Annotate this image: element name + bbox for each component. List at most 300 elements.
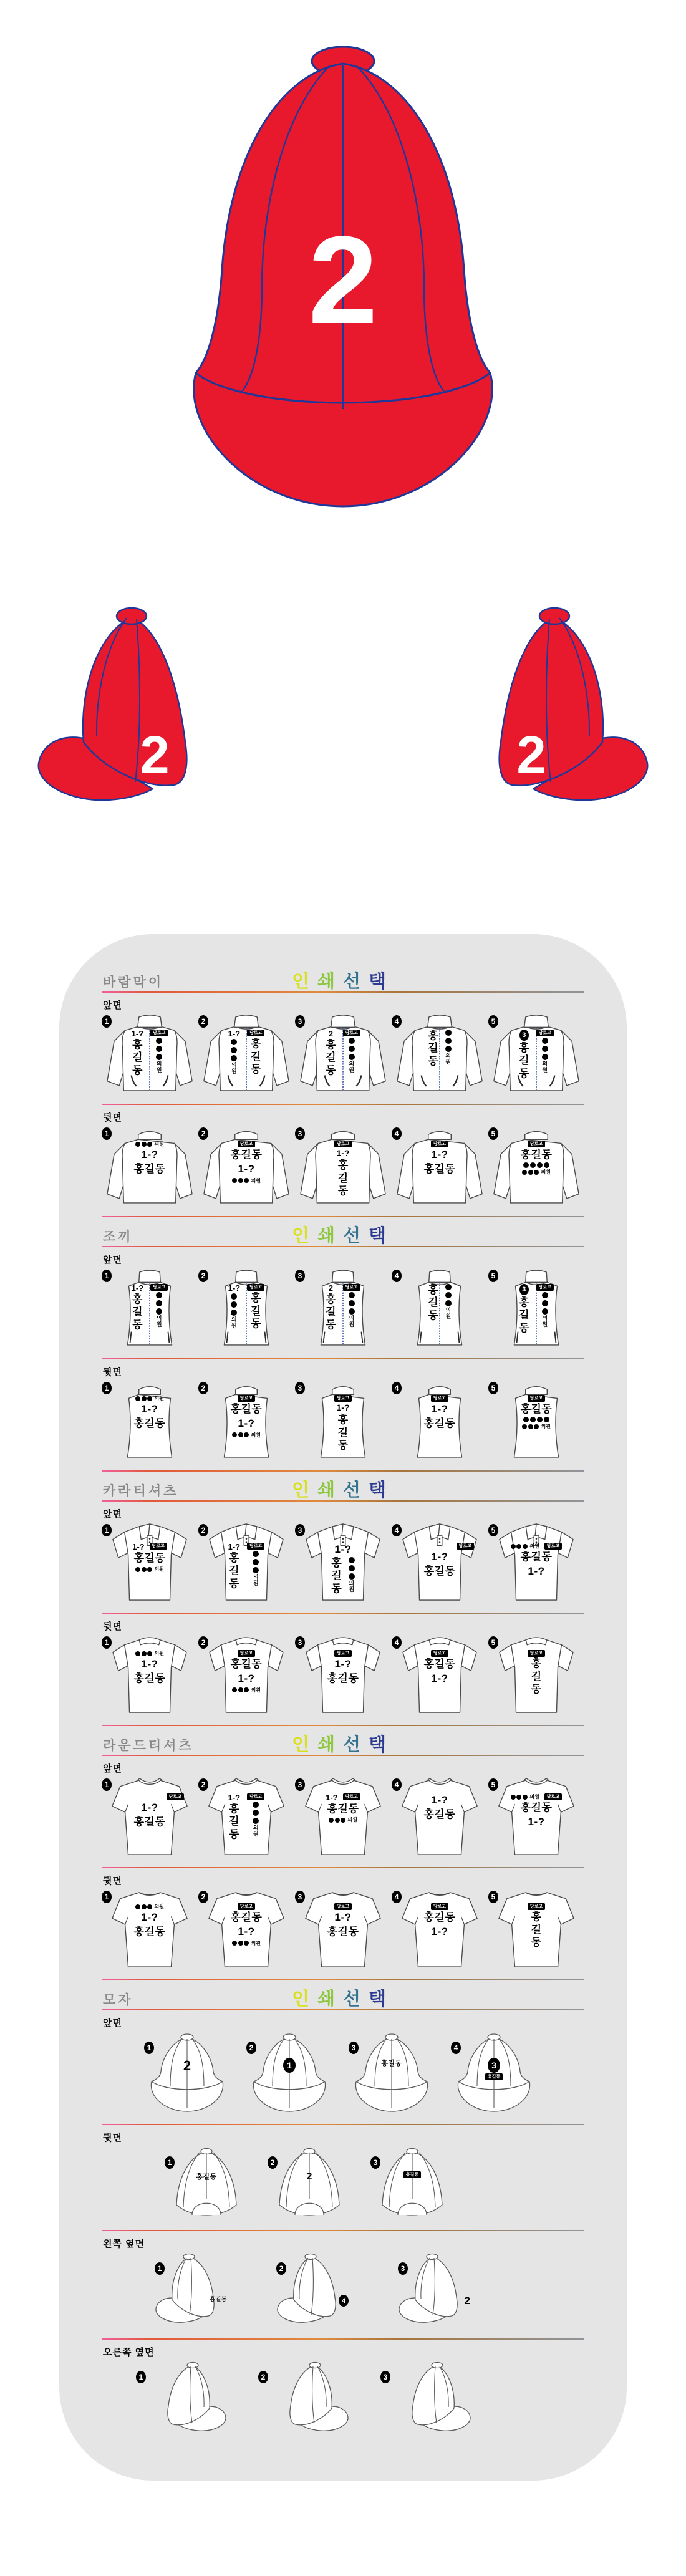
option-number-badge: 3 [349,2042,359,2054]
number-and-badge [326,1793,360,1802]
circled-number: 1 [283,2058,296,2073]
dot-placeholder [542,1046,548,1052]
print-option [488,1381,584,1460]
print-option [392,1014,488,1094]
print-option [243,2032,336,2114]
print-design [392,1523,488,1603]
dot-placeholder [542,1308,548,1315]
option-number-badge: 4 [451,2042,461,2054]
option-number-badge: 5 [488,1382,498,1394]
dot-placeholder [253,1551,259,1557]
print-select-char: 택 [369,1989,395,2009]
party-logo-badge: 당로고 [238,1903,255,1910]
print-text: 1-? [228,1283,241,1293]
print-design [392,1889,488,1969]
red-cap-front-illustration [168,25,518,530]
print-select-title [292,1476,394,1502]
print-text: 1-? [228,1029,241,1038]
vertical-name: 홍 길 동 [251,1292,261,1330]
option-number-badge: 2 [198,1127,208,1140]
dot-placeholder [445,1046,452,1052]
dot-placeholder [349,1308,355,1315]
print-columns [428,1030,451,1068]
print-option [198,1777,294,1857]
print-text: 1-? [336,1402,350,1413]
print-design [102,1777,198,1857]
print-select-title [292,1222,394,1247]
print-option [377,2361,475,2437]
print-option [295,1014,391,1094]
cap-print-number: 2 [464,2295,470,2307]
print-text: 1-? [132,1542,145,1551]
dot-placeholder [142,1142,147,1147]
left-column [519,1284,529,1334]
dot-placeholder [445,1284,452,1290]
option-number-badge: 3 [295,1778,305,1791]
left-column [132,1030,144,1077]
party-logo-badge: 당로고 [150,1543,167,1550]
dot-placeholder [253,1559,259,1565]
dot-placeholder [156,1046,162,1052]
option-number-badge: 2 [198,1382,208,1394]
print-design [102,1523,198,1603]
print-option [447,2032,541,2114]
dot-placeholder [349,1046,355,1052]
party-logo-badge: 당로고 [150,1284,168,1291]
print-option [102,1777,198,1857]
print-columns [326,1030,360,1077]
row-divider [102,1613,584,1614]
dot-placeholder [142,1396,147,1401]
left-column [428,1030,438,1068]
vertical-label: 의 원 [156,1315,162,1328]
dot-placeholder [445,1300,452,1306]
option-number-badge: 5 [488,1127,498,1140]
dot-placeholder [147,1567,152,1572]
print-option [488,1523,584,1603]
party-logo-badge: 당로고 [431,1141,448,1147]
option-number-badge: 5 [488,1270,498,1282]
row-divider [102,1216,584,1217]
print-text: 1-? [336,1148,350,1159]
dot-placeholder [244,1687,249,1692]
right-column [247,1284,264,1331]
print-text: 홍길동 [133,1552,166,1564]
option-number-badge: 3 [370,2156,380,2169]
dots-with-label [135,1395,164,1402]
print-text: 홍길동 [423,1417,456,1430]
row-divider [102,1979,584,1980]
dot-placeholder [156,1308,162,1315]
dot-placeholder [135,1651,140,1656]
print-text: 1-? [528,1816,545,1828]
print-text: 2 [328,1283,333,1293]
print-design [392,1126,488,1206]
cap-print-number: 2 [306,2171,312,2182]
right-column [536,1284,554,1334]
option-number-badge: 4 [392,1891,402,1903]
row-items-round-tshirt-front [102,1777,584,1857]
print-text: 홍길동 [133,1163,166,1175]
print-option [102,1381,198,1460]
party-logo-badge: 당로고 [150,1030,168,1036]
cap-side-number: 2 [140,726,170,785]
dot-placeholder [523,1795,528,1800]
dots-with-label [232,1940,261,1947]
dot-placeholder [349,1300,355,1306]
option-number-badge: 1 [155,2262,165,2275]
print-option [392,1381,488,1460]
print-design [198,1126,294,1206]
print-select-char: 택 [369,972,395,991]
print-text: 1-? [334,1543,352,1555]
print-text: 1-? [141,1403,158,1415]
dots-with-label [135,1903,164,1910]
row-label-back: 뒷면 [103,1112,122,1123]
print-design [264,2146,355,2220]
cap-top-button [117,608,147,624]
row-items-collar-tshirt-back [102,1635,584,1715]
hero-cap-preview [0,25,686,806]
dots-label: 의원 [154,1141,164,1147]
dot-placeholder [516,1795,521,1800]
cap-print-number: 2 [183,2058,191,2073]
left-column [331,1557,341,1595]
vertical-name: 홍 길 동 [251,1038,261,1076]
dot-placeholder [537,1162,543,1168]
right-column [343,1030,360,1077]
print-options-panel [59,934,627,2481]
dot-placeholder [238,1178,243,1183]
option-number-badge: 3 [295,1127,305,1140]
dot-placeholder [534,1424,539,1429]
print-text: 1-? [334,1911,352,1924]
print-design [488,1635,584,1715]
row-items-hat-left-side [102,2252,584,2328]
row-label-back: 뒷면 [103,2133,122,2143]
left-column [228,1793,241,1841]
party-logo-badge: 당로고 [528,1903,545,1910]
dots-label: 의원 [347,1817,357,1823]
dot-placeholder [522,1170,527,1175]
print-design [488,1381,584,1460]
dots-column [542,1292,548,1315]
cap-top-button [539,608,569,624]
print-design [151,2252,249,2328]
option-number-badge: 2 [258,2371,268,2383]
dot-placeholder [238,1687,243,1692]
dot-placeholder [231,1310,237,1316]
print-select-char: 택 [369,1735,395,1755]
print-text: 1-? [431,1403,448,1416]
party-logo-badge: 당로고 [238,1650,255,1657]
print-select-char: 인 [291,1989,317,2009]
option-number-badge: 4 [392,1636,402,1649]
option-number-badge: 2 [198,1015,208,1028]
print-select-char: 선 [343,972,369,991]
dot-placeholder [244,1432,249,1437]
dots-column [156,1038,162,1060]
party-logo-badge: 당로고 [536,1030,554,1036]
vertical-name: 홍 길 동 [331,1557,342,1594]
dot-placeholder [341,1818,345,1823]
dots-column [231,1039,237,1061]
row-divider [102,1358,584,1359]
option-number-badge: 3 [295,1015,305,1028]
option-number-badge: 1 [102,1127,112,1140]
dot-placeholder [445,1038,452,1044]
print-text: 홍길동 [520,1403,553,1416]
dot-placeholder [530,1417,536,1422]
dots-label: 의원 [154,1904,164,1909]
row-label-front: 앞면 [103,2018,122,2028]
print-design [295,1268,391,1348]
row-items-hat-back [102,2146,584,2220]
print-text: 홍길동 [133,1417,166,1430]
vertical-name: 홍 길 동 [326,1039,336,1076]
print-design [198,1635,294,1715]
print-design [392,1635,488,1715]
print-design [102,1635,198,1715]
party-logo-badge: 당로고 [334,1650,352,1657]
print-design [198,1268,294,1348]
print-design [198,1014,294,1094]
option-number-badge: 5 [488,1015,498,1028]
vertical-label: 의 원 [349,1580,355,1593]
print-text: 홍길동 [327,1803,359,1815]
party-logo-badge: 당로고 [247,1284,264,1291]
print-text: 1-? [431,1672,448,1685]
vertical-name: 홍 길 동 [531,1911,542,1949]
dot-placeholder [445,1030,452,1036]
dot-placeholder [232,1687,237,1692]
print-option [295,1889,391,1969]
dot-placeholder [135,1396,140,1401]
dots-with-label [135,1566,164,1573]
print-option [392,1523,488,1603]
print-option [102,1126,198,1206]
print-text: 홍길동 [327,1672,359,1685]
dot-placeholder [528,1424,533,1429]
dots-column [445,1030,452,1052]
print-select-char: 선 [343,1735,369,1755]
dot-placeholder [349,1573,355,1580]
vertical-name: 홍 길 동 [337,1159,349,1197]
row-items-vest-front [102,1268,584,1348]
right-column [247,1543,264,1590]
dot-placeholder [445,1292,452,1298]
print-text: 1-? [238,1417,255,1430]
print-option [488,1126,584,1206]
dots-with-label [511,1543,539,1550]
cap-print-name: 홍길동 [381,2060,402,2067]
print-option [273,2252,371,2328]
dots-label: 의원 [251,1940,261,1946]
print-design [102,1889,198,1969]
section-title: 모자 [103,1993,133,2007]
dot-placeholder [238,1941,243,1946]
print-option [198,1523,294,1603]
dots-label: 의원 [251,1432,261,1438]
dot-placeholder [542,1038,548,1044]
right-column [247,1030,264,1076]
print-select-char: 인 [291,1226,317,1246]
party-logo-badge: 당로고 [431,1903,448,1910]
option-number-badge: 4 [392,1382,402,1394]
right-column [349,1557,355,1595]
row-divider [102,1725,584,1726]
option-number-badge: 2 [268,2156,278,2169]
print-design [295,1126,391,1206]
print-option [198,1126,294,1206]
print-text: 1-? [141,1802,158,1814]
option-number-badge: 4 [392,1778,402,1791]
print-select-char: 쇄 [317,1480,343,1500]
print-option [198,1889,294,1969]
party-logo-badge: 당로고 [528,1650,545,1657]
dot-placeholder [244,1178,249,1183]
row-divider [102,2230,584,2231]
print-option [102,1523,198,1603]
print-option [295,1381,391,1460]
print-option [392,1268,488,1348]
row-items-round-tshirt-back [102,1889,584,1969]
left-column [132,1284,144,1331]
print-design [198,1777,294,1857]
print-text: 1-? [238,1926,255,1938]
print-columns [132,1030,168,1077]
dots-with-label [232,1432,261,1439]
print-option [295,1268,391,1348]
party-logo-badge: 당로고 [247,1793,264,1800]
print-text: 홍길동 [520,1149,553,1161]
print-design [273,2252,371,2328]
print-design [295,1777,391,1857]
dot-placeholder [349,1038,355,1044]
print-option [102,1014,198,1094]
left-column [228,1284,241,1331]
print-select-char: 인 [291,972,317,991]
section-header-round-tshirt [102,1732,584,1755]
dots-label: 의원 [541,1169,551,1175]
dot-placeholder [142,1651,147,1656]
option-number-badge: 1 [165,2156,175,2169]
dot-placeholder [244,1941,249,1946]
row-items-vest-back [102,1381,584,1460]
print-design [488,1777,584,1857]
dots-with-label [135,1650,164,1657]
dot-placeholder [253,1810,259,1816]
section-header-hat [102,1987,584,2009]
right-column [247,1793,264,1841]
option-number-badge: 3 [295,1524,305,1536]
dot-placeholder [544,1162,549,1168]
dot-placeholder [349,1565,355,1571]
dot-placeholder [238,1432,243,1437]
dot-placeholder [156,1054,162,1060]
circled-number: 3 [488,2058,500,2073]
print-option [394,2252,493,2328]
party-logo-badge: 당로고 [528,1141,545,1147]
print-option [295,1777,391,1857]
row-label-front: 앞면 [103,1000,122,1011]
print-option [161,2146,252,2220]
dots-label: 의원 [154,1566,164,1573]
print-design [102,1014,198,1094]
party-logo-badge: 당로고 [334,1141,352,1147]
option-number-badge: 3 [295,1636,305,1649]
print-columns [228,1284,265,1331]
option-number-badge: 1 [102,1382,112,1394]
print-text: 홍길동 [423,1658,456,1671]
party-logo-badge: 당로고 [167,1793,184,1800]
row-items-windbreaker-back [102,1126,584,1206]
print-text: 1-? [141,1658,158,1670]
dot-placeholder [349,1292,355,1298]
section-title: 카라티셔츠 [103,1484,179,1498]
dot-placeholder [231,1301,237,1308]
party-logo-badge: 당로고 [544,1793,562,1800]
right-column [150,1284,168,1331]
dot-placeholder [135,1904,140,1909]
dot-placeholder [147,1904,152,1909]
left-column [228,1030,241,1076]
print-design [392,1381,488,1460]
vertical-name: 홍 길 동 [132,1039,143,1076]
dot-placeholder [231,1293,237,1300]
dot-placeholder [329,1818,334,1823]
option-number-badge: 2 [198,1778,208,1791]
row-divider [102,2124,584,2125]
dot-placeholder [231,1039,237,1045]
print-option [488,1777,584,1857]
print-option [102,1635,198,1715]
party-logo-badge: 당로고 [431,1395,448,1402]
print-select-char: 택 [369,1226,395,1246]
print-option [254,2361,353,2437]
print-text: 홍길동 [327,1926,359,1938]
print-design [447,2032,541,2114]
dot-placeholder [542,1292,548,1298]
section-header-vest [102,1223,584,1246]
option-number-badge: 2 [198,1891,208,1903]
dots-and-badge [511,1543,562,1550]
print-text: 홍길동 [423,1565,456,1578]
print-columns [228,1543,265,1590]
vertical-label: 의 원 [349,1061,355,1074]
print-select-char: 쇄 [317,1735,343,1755]
left-column [228,1543,241,1590]
print-option [367,2146,458,2220]
print-text: 홍길동 [423,1911,456,1924]
print-columns [428,1284,451,1322]
print-text: 1-? [528,1565,545,1578]
left-column [326,1284,336,1331]
print-option [345,2032,438,2114]
option-number-badge: 1 [102,1636,112,1649]
dot-placeholder [253,1818,259,1824]
dots-label: 의원 [154,1396,164,1401]
vertical-label: 의 원 [231,1316,237,1329]
dots-column [253,1551,259,1573]
section-header-collar-tshirt [102,1478,584,1500]
vertical-name: 홍 길 동 [132,1293,143,1331]
print-design [345,2032,438,2114]
print-select-char: 쇄 [317,972,343,991]
row-label-front: 앞면 [103,1509,122,1520]
vertical-name: 홍 길 동 [337,1414,349,1451]
dot-placeholder [534,1170,539,1175]
